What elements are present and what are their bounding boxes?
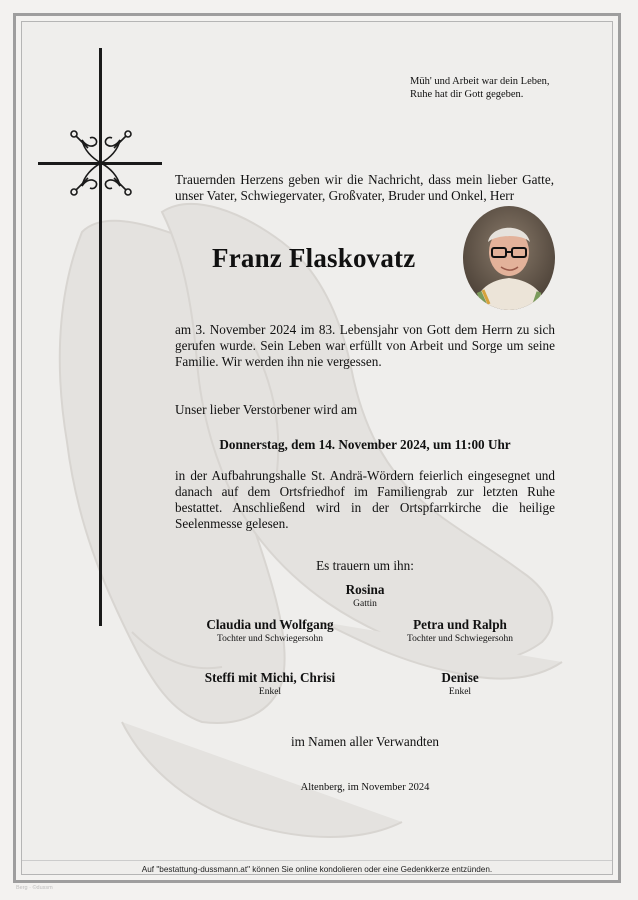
- mourner-relation: Tochter und Schwiegersohn: [217, 634, 323, 644]
- mourner-name: Petra und Ralph: [413, 617, 507, 632]
- funeral-intro: Unser lieber Verstorbener wird am: [175, 402, 358, 417]
- mourner-relation: Enkel: [258, 687, 282, 697]
- place-date: Altenberg, im November 2024: [300, 782, 430, 793]
- footer-divider: [22, 860, 612, 861]
- mourner-claudia-wolfgang: [180, 617, 360, 645]
- footer-note: Auf "bestattung-dussmann.at" können Sie online kondolieren oder eine Gedenkkerze entzünden.: [141, 865, 493, 874]
- deceased-name: Franz Flaskovatz: [212, 243, 416, 273]
- mourner-name: Denise: [441, 670, 479, 685]
- mourner-rosina: [315, 582, 415, 610]
- relatives-line: im Namen aller Verwandten: [290, 734, 440, 749]
- deceased-portrait: [463, 206, 555, 310]
- mourner-name: Steffi mit Michi, Chrisi: [204, 670, 336, 685]
- memorial-verse: [410, 75, 550, 101]
- mourner-petra-ralph: [370, 617, 550, 645]
- mourner-steffi-michi-chrisi: [180, 670, 360, 698]
- mourner-name: Claudia und Wolfgang: [206, 617, 334, 632]
- mourner-relation: Gattin: [353, 599, 377, 609]
- mourner-relation: Tochter und Schwiegersohn: [407, 634, 513, 644]
- verse-line-1: Müh' und Arbeit war dein Leben,: [410, 76, 550, 87]
- mourners-intro: Es trauern um ihn:: [316, 558, 414, 573]
- mourner-denise: [370, 670, 550, 698]
- cross-ornament-icon: [62, 128, 140, 198]
- verse-line-2: Ruhe hat dir Gott gegeben.: [410, 89, 524, 100]
- mourner-name: Rosina: [345, 582, 385, 597]
- funeral-date: Donnerstag, dem 14. November 2024, um 11:00 Uhr: [219, 437, 511, 452]
- corner-mark: Berg · ©dussm: [16, 885, 53, 891]
- ceremony-text: in der Aufbahrungshalle St. Andrä-Wördern feierlich eingesegnet und danach auf dem Ortsfriedhof im Familiengrab zur letzten Ruhe bestattet. Anschließend wird in der Ortspfarrkirche die heilige Seelenmesse gelesen.: [175, 468, 555, 531]
- death-notice: am 3. November 2024 im 83. Lebensjahr von Gott dem Herrn zu sich gerufen wurde. Sein Leben war erfüllt von Arbeit und Sorge um seine Familie. Wir werden ihn nie vergessen.: [175, 322, 555, 369]
- mourner-relation: Enkel: [448, 687, 472, 697]
- intro-text: Trauernden Herzens geben wir die Nachricht, dass mein lieber Gatte, unser Vater, Schwiegervater, Großvater, Bruder und Onkel, Herr: [175, 172, 554, 203]
